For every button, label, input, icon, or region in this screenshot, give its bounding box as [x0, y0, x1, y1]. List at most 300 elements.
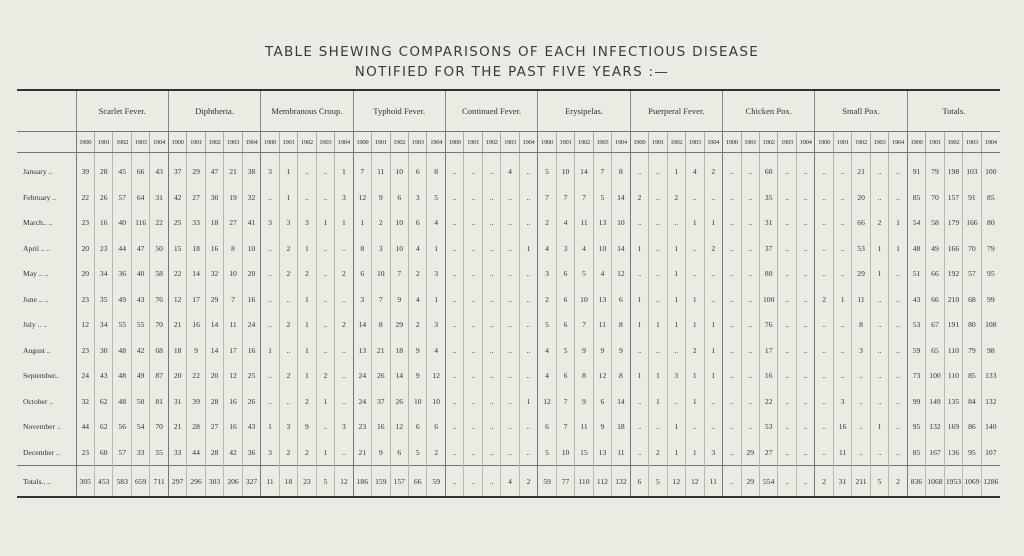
year-header: 1900	[353, 132, 371, 153]
table-cell: 1	[870, 414, 888, 440]
table-cell: 62	[94, 389, 112, 415]
table-cell: 7	[556, 389, 574, 415]
table-cell: 2	[815, 287, 833, 313]
table-cell: 28	[94, 153, 112, 185]
table-cell: ..	[686, 185, 704, 211]
table-cell: ..	[501, 414, 519, 440]
table-cell: 1	[630, 287, 648, 313]
table-cell: 135	[944, 389, 962, 415]
table-cell: ..	[316, 312, 334, 338]
table-cell: 12	[168, 287, 186, 313]
table-cell: 2	[538, 210, 556, 236]
table-cell: ..	[796, 414, 814, 440]
table-cell: 34	[94, 312, 112, 338]
table-cell: 85	[963, 363, 981, 389]
table-cell: 1	[427, 236, 445, 262]
month-header-blank	[17, 90, 76, 132]
table-cell: 77	[556, 466, 574, 498]
table-cell: 6	[556, 363, 574, 389]
table-cell: ..	[815, 389, 833, 415]
table-cell: 3	[353, 287, 371, 313]
table-cell: 98	[981, 338, 1000, 364]
table-cell: 10	[556, 440, 574, 466]
table-cell: ..	[778, 389, 796, 415]
table-cell: 10	[372, 261, 390, 287]
table-cell: ..	[796, 153, 814, 185]
table-cell: 68	[963, 287, 981, 313]
table-cell: ..	[667, 338, 685, 364]
table-cell: 6	[409, 414, 427, 440]
table-cell: 8	[852, 312, 870, 338]
table-cell: 21	[224, 153, 242, 185]
table-cell: 91	[907, 153, 925, 185]
table-cell: 12	[76, 312, 94, 338]
table-cell: 40	[113, 210, 131, 236]
table-cell: 305	[76, 466, 94, 498]
table-cell: 65	[926, 338, 944, 364]
table-cell: 91	[963, 185, 981, 211]
row-label: November ..	[23, 422, 61, 432]
table-cell: 70	[963, 236, 981, 262]
disease-header: Totals.	[907, 90, 1000, 132]
table-cell: 9	[593, 338, 611, 364]
table-cell: 47	[131, 236, 149, 262]
table-cell: 47	[205, 153, 223, 185]
table-cell: 24	[353, 363, 371, 389]
table-cell: 5	[538, 312, 556, 338]
table-cell: 1	[889, 210, 908, 236]
table-cell: ..	[501, 338, 519, 364]
table-cell: 1	[889, 236, 908, 262]
table-cell: 1	[870, 236, 888, 262]
table-cell: 2	[870, 210, 888, 236]
table-cell: 2	[519, 466, 537, 498]
table-cell: 5	[593, 185, 611, 211]
table-cell: 7	[538, 185, 556, 211]
table-cell: 11	[833, 440, 851, 466]
table-cell: 31	[833, 466, 851, 498]
table-cell: 110	[944, 338, 962, 364]
table-cell: 28	[205, 440, 223, 466]
table-cell: ..	[723, 287, 741, 313]
table-cell: ..	[519, 338, 537, 364]
table-cell: ..	[464, 440, 482, 466]
table-cell: 107	[981, 440, 1000, 466]
table-cell: 18	[168, 338, 186, 364]
table-cell: ..	[889, 312, 908, 338]
table-cell: 36	[242, 440, 261, 466]
year-header: 1900	[630, 132, 648, 153]
table-cell: 6	[390, 185, 408, 211]
table-cell: 453	[94, 466, 112, 498]
table-cell: 2	[704, 236, 723, 262]
table-cell: 1	[667, 261, 685, 287]
table-cell: 55	[131, 312, 149, 338]
table-cell: 157	[390, 466, 408, 498]
table-cell: 9	[372, 440, 390, 466]
table-cell: ..	[704, 185, 723, 211]
table-cell: 192	[944, 261, 962, 287]
table-cell: 11	[612, 440, 630, 466]
table-cell: 43	[907, 287, 925, 313]
table-cell: ..	[316, 185, 334, 211]
table-cell: 41	[242, 210, 261, 236]
table-cell: ..	[445, 466, 463, 498]
table-cell: ..	[815, 210, 833, 236]
disease-header-row	[17, 90, 1000, 132]
table-cell: ..	[796, 210, 814, 236]
table-cell: ..	[316, 338, 334, 364]
table-cell: ..	[870, 389, 888, 415]
table-cell: ..	[279, 287, 297, 313]
table-cell: 20	[852, 185, 870, 211]
table-cell: 16	[187, 312, 205, 338]
table-cell: ..	[852, 440, 870, 466]
table-cell: 70	[926, 185, 944, 211]
table-cell: 1953	[944, 466, 962, 498]
table-cell: 43	[242, 414, 261, 440]
table-cell: 1	[298, 363, 316, 389]
table-row	[17, 185, 1000, 211]
table-cell: ..	[649, 261, 667, 287]
table-cell: 67	[926, 312, 944, 338]
table-cell: 42	[224, 440, 242, 466]
table-cell: ..	[464, 312, 482, 338]
table-cell: 6	[630, 466, 648, 498]
table-cell: ..	[704, 261, 723, 287]
table-cell: 22	[150, 210, 168, 236]
year-header: 1903	[778, 132, 796, 153]
table-cell: 68	[150, 338, 168, 364]
table-cell: ..	[464, 287, 482, 313]
year-header: 1903	[686, 132, 704, 153]
table-cell: 12	[593, 363, 611, 389]
table-cell: 554	[759, 466, 777, 498]
table-cell: 12	[667, 466, 685, 498]
table-cell: 56	[113, 414, 131, 440]
table-cell: 81	[150, 389, 168, 415]
table-cell: 2	[279, 312, 297, 338]
table-cell: 16	[242, 338, 261, 364]
table-cell: ..	[261, 363, 279, 389]
table-cell: 1	[335, 153, 353, 185]
table-cell: 7	[372, 287, 390, 313]
table-cell: 39	[187, 389, 205, 415]
table-cell: ..	[519, 185, 537, 211]
table-cell: 8	[372, 312, 390, 338]
table-cell: 210	[944, 287, 962, 313]
table-cell: 1	[667, 153, 685, 185]
table-cell: 4	[575, 236, 593, 262]
table-cell: 48	[907, 236, 925, 262]
table-cell: ..	[464, 185, 482, 211]
table-cell: ..	[889, 338, 908, 364]
table-cell: ..	[796, 287, 814, 313]
row-label: August ..	[23, 345, 51, 355]
table-cell: 2	[298, 440, 316, 466]
table-cell: ..	[889, 440, 908, 466]
table-cell: ..	[741, 389, 759, 415]
disease-header: Typhoid Fever.	[353, 90, 445, 132]
table-cell: 4	[409, 287, 427, 313]
table-cell: 49	[926, 236, 944, 262]
table-cell: ..	[335, 363, 353, 389]
table-cell: ..	[519, 363, 537, 389]
table-cell: 5	[427, 185, 445, 211]
year-header: 1904	[427, 132, 445, 153]
table-cell: 2	[335, 261, 353, 287]
table-cell: 28	[187, 414, 205, 440]
table-cell: 4	[501, 466, 519, 498]
table-cell: ..	[778, 466, 796, 498]
table-cell: 3	[409, 185, 427, 211]
table-cell: ..	[889, 389, 908, 415]
table-cell: 51	[907, 261, 925, 287]
table-cell: 1	[667, 236, 685, 262]
table-cell: 1068	[926, 466, 944, 498]
table-cell: ..	[279, 389, 297, 415]
table-cell: 583	[113, 466, 131, 498]
table-cell: 95	[907, 414, 925, 440]
table-cell: 1	[335, 210, 353, 236]
table-cell: ..	[482, 236, 500, 262]
disease-header: Diphtheria.	[168, 90, 260, 132]
table-row	[17, 210, 1000, 236]
table-cell: 2	[409, 261, 427, 287]
table-cell: ..	[464, 414, 482, 440]
table-cell: ..	[667, 210, 685, 236]
table-cell: ..	[445, 363, 463, 389]
table-cell: ..	[482, 185, 500, 211]
table-cell: 11	[852, 287, 870, 313]
table-cell: 9	[409, 363, 427, 389]
table-cell: ..	[445, 338, 463, 364]
table-cell: 2	[649, 440, 667, 466]
table-cell: 7	[556, 414, 574, 440]
table-cell: ..	[741, 185, 759, 211]
table-cell: 16	[833, 414, 851, 440]
table-cell: 95	[981, 261, 1000, 287]
table-cell: 85	[981, 185, 1000, 211]
table-cell: ..	[464, 363, 482, 389]
table-cell: 43	[94, 363, 112, 389]
table-cell: ..	[445, 185, 463, 211]
table-cell: ..	[741, 261, 759, 287]
table-cell: 18	[279, 466, 297, 498]
table-cell: 3	[556, 236, 574, 262]
table-cell: 31	[150, 185, 168, 211]
table-cell: 21	[168, 312, 186, 338]
table-cell: 8	[612, 312, 630, 338]
table-cell: ..	[815, 440, 833, 466]
table-cell: 2	[372, 210, 390, 236]
table-cell: 1	[686, 287, 704, 313]
table-cell: ..	[778, 287, 796, 313]
table-cell: 58	[926, 210, 944, 236]
table-cell: ..	[261, 389, 279, 415]
table-cell: ..	[316, 236, 334, 262]
table-cell: 53	[759, 414, 777, 440]
table-cell: 132	[926, 414, 944, 440]
table-cell: ..	[889, 414, 908, 440]
table-cell: 70	[150, 414, 168, 440]
table-cell: 48	[113, 389, 131, 415]
disease-header: Puerperal Fever.	[630, 90, 722, 132]
table-cell: 6	[390, 440, 408, 466]
table-cell: 11	[593, 312, 611, 338]
table-cell: ..	[501, 185, 519, 211]
table-cell: ..	[815, 185, 833, 211]
table-cell: ..	[704, 414, 723, 440]
table-cell: ..	[445, 414, 463, 440]
table-cell: ..	[501, 210, 519, 236]
table-cell: 20	[205, 363, 223, 389]
table-cell: 3	[298, 210, 316, 236]
table-cell: 54	[907, 210, 925, 236]
year-header: 1903	[224, 132, 242, 153]
table-cell: 85	[907, 185, 925, 211]
table-cell: 11	[224, 312, 242, 338]
year-header: 1900	[538, 132, 556, 153]
table-cell: ..	[649, 414, 667, 440]
table-cell: 24	[76, 363, 94, 389]
table-cell: 22	[168, 261, 186, 287]
table-cell: 23	[353, 414, 371, 440]
table-cell: ..	[482, 210, 500, 236]
table-cell: 1	[667, 414, 685, 440]
table-cell: 12	[224, 363, 242, 389]
table-cell: 22	[759, 389, 777, 415]
table-cell: ..	[723, 363, 741, 389]
table-cell: 66	[926, 261, 944, 287]
table-cell: 8	[353, 236, 371, 262]
table-cell: 64	[131, 185, 149, 211]
table-cell: ..	[519, 440, 537, 466]
table-cell: 37	[759, 236, 777, 262]
table-cell: ..	[501, 236, 519, 262]
table-cell: 22	[187, 363, 205, 389]
table-cell: 53	[907, 312, 925, 338]
table-cell: 3	[704, 440, 723, 466]
table-cell: 2	[686, 338, 704, 364]
table-cell: 5	[316, 466, 334, 498]
table-cell: ..	[298, 185, 316, 211]
table-cell: ..	[723, 312, 741, 338]
table-cell: 15	[168, 236, 186, 262]
table-cell: 10	[242, 236, 261, 262]
year-header: 1902	[944, 132, 962, 153]
table-cell: 29	[187, 153, 205, 185]
table-cell: 33	[131, 440, 149, 466]
table-cell: 3	[372, 236, 390, 262]
table-cell: 5	[649, 466, 667, 498]
table-cell: ..	[833, 261, 851, 287]
table-cell: 3	[667, 363, 685, 389]
table-cell: 2	[298, 261, 316, 287]
table-cell: 198	[944, 153, 962, 185]
year-header: 1902	[759, 132, 777, 153]
table-cell: 32	[242, 185, 261, 211]
table-cell: 66	[131, 153, 149, 185]
table-row	[17, 236, 1000, 262]
table-cell: 1	[353, 210, 371, 236]
table-cell: 1	[667, 312, 685, 338]
table-cell: ..	[261, 185, 279, 211]
table-cell: 18	[205, 210, 223, 236]
table-cell: 1	[649, 389, 667, 415]
table-body	[17, 153, 1000, 498]
table-cell: ..	[833, 312, 851, 338]
table-cell: 12	[390, 414, 408, 440]
table-cell: 37	[372, 389, 390, 415]
table-cell: ..	[741, 287, 759, 313]
table-cell: 9	[575, 338, 593, 364]
table-cell: ..	[723, 153, 741, 185]
table-cell: 44	[113, 236, 131, 262]
year-header: 1902	[667, 132, 685, 153]
table-cell: 16	[205, 236, 223, 262]
row-label: January ..	[23, 167, 53, 177]
table-cell: ..	[335, 287, 353, 313]
table-cell: 297	[168, 466, 186, 498]
table-cell: 140	[981, 414, 1000, 440]
table-cell: 6	[556, 312, 574, 338]
table-cell: 17	[187, 287, 205, 313]
table-cell: ..	[482, 153, 500, 185]
table-cell: ..	[870, 338, 888, 364]
table-cell: 29	[741, 440, 759, 466]
table-cell: 55	[150, 440, 168, 466]
table-cell: ..	[741, 153, 759, 185]
table-cell: ..	[464, 210, 482, 236]
row-label: September..	[23, 371, 59, 381]
table-cell: ..	[649, 338, 667, 364]
table-cell: ..	[667, 389, 685, 415]
table-cell: ..	[482, 287, 500, 313]
table-cell: 132	[612, 466, 630, 498]
table-cell: 13	[593, 287, 611, 313]
table-cell: 2	[279, 440, 297, 466]
table-cell: ..	[778, 185, 796, 211]
table-cell: 3	[427, 261, 445, 287]
table-cell: 13	[593, 440, 611, 466]
table-cell: 32	[205, 261, 223, 287]
table-cell: 3	[261, 440, 279, 466]
table-cell: ..	[519, 312, 537, 338]
table-cell: 24	[353, 389, 371, 415]
table-cell: 11	[372, 153, 390, 185]
table-cell: 1	[316, 440, 334, 466]
row-label: October ..	[23, 396, 54, 406]
table-cell: ..	[723, 261, 741, 287]
table-cell: 4	[593, 261, 611, 287]
table-cell: 29	[205, 287, 223, 313]
table-cell: 3	[427, 312, 445, 338]
table-row	[17, 312, 1000, 338]
table-cell: 59	[907, 338, 925, 364]
table-cell: ..	[630, 414, 648, 440]
disease-header: Continued Fever.	[445, 90, 537, 132]
table-cell: ..	[686, 236, 704, 262]
table-cell: ..	[482, 389, 500, 415]
table-cell: ..	[815, 338, 833, 364]
table-cell: 12	[612, 261, 630, 287]
table-cell: 14	[205, 338, 223, 364]
table-cell: ..	[778, 414, 796, 440]
row-label: Totals.. ..	[17, 466, 76, 498]
year-header: 1901	[187, 132, 205, 153]
table-cell: 167	[926, 440, 944, 466]
